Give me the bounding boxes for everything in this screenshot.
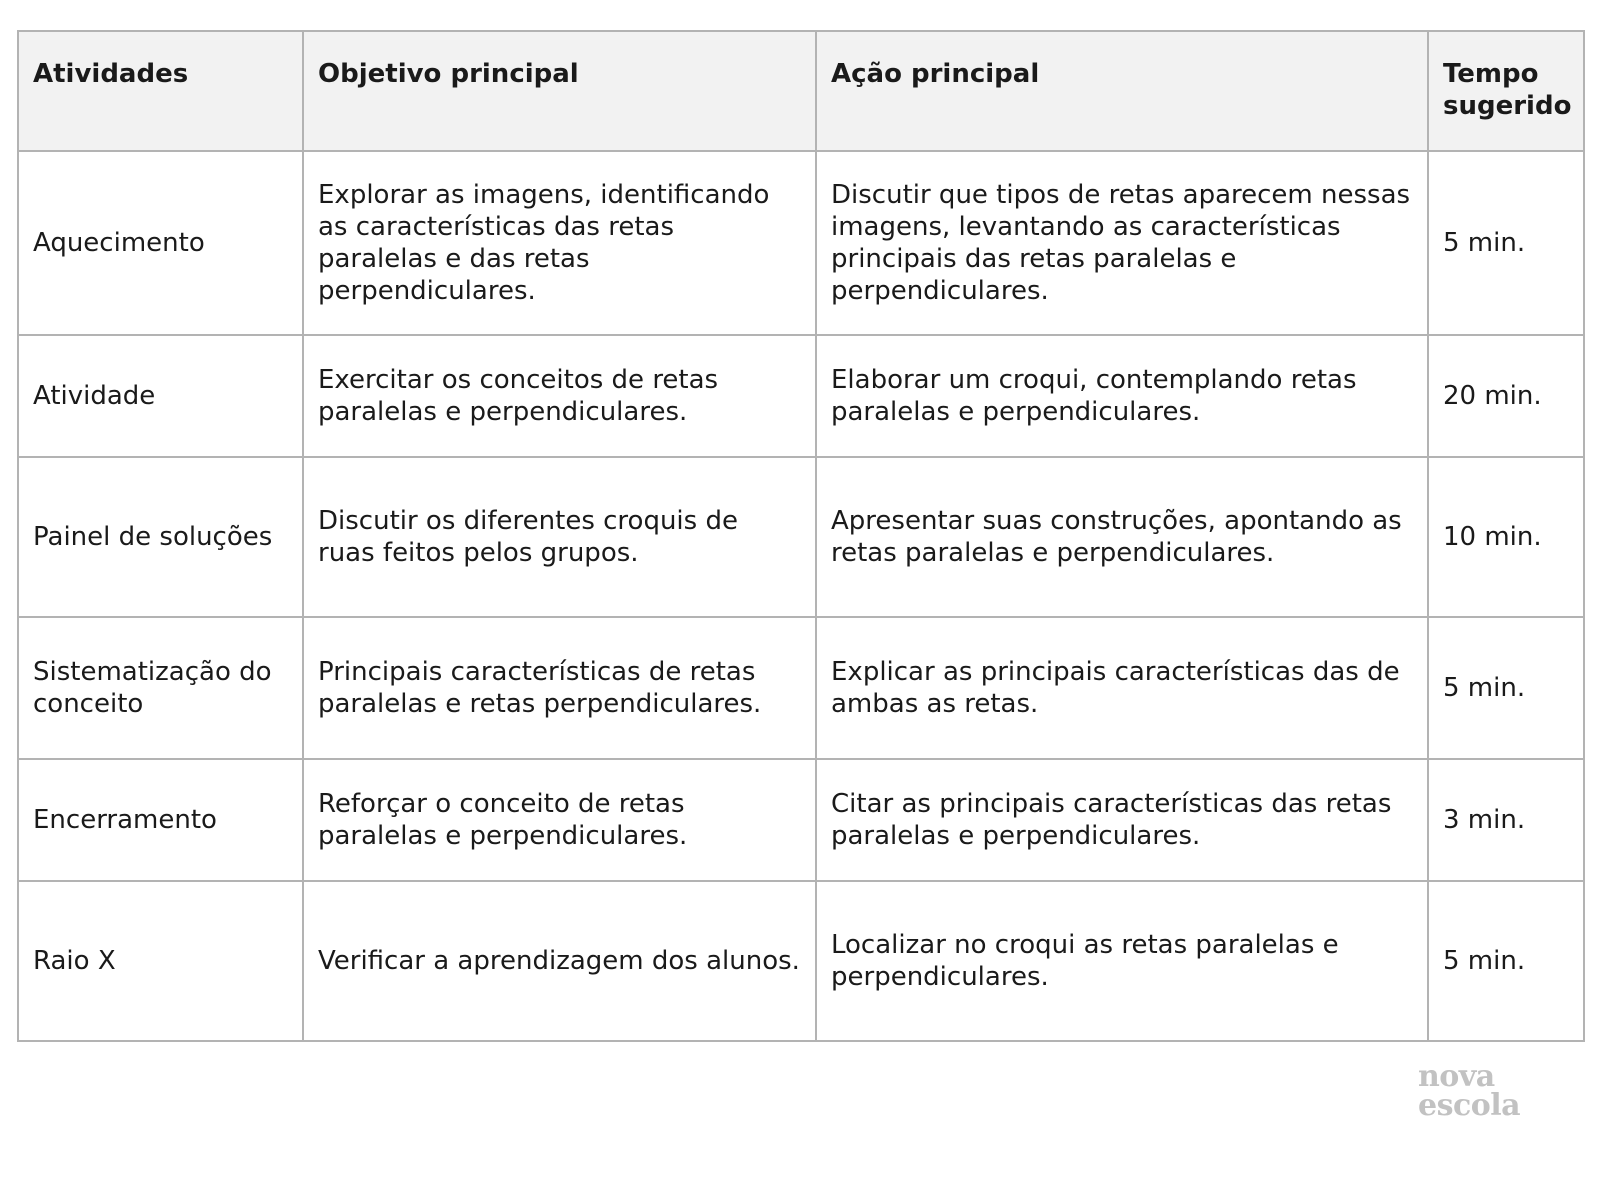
table-header bbox=[18, 31, 1584, 151]
cell-atividade: Encerramento bbox=[18, 759, 303, 881]
cell-objetivo: Discutir os diferentes croquis de ruas feitos pelos grupos. bbox=[303, 457, 816, 617]
lesson-plan-table bbox=[17, 30, 1585, 1042]
cell-objetivo: Principais características de retas paralelas e retas perpendiculares. bbox=[303, 617, 816, 759]
table-row bbox=[18, 151, 1584, 335]
cell-atividade: Sistematização do conceito bbox=[18, 617, 303, 759]
table-row bbox=[18, 759, 1584, 881]
cell-tempo: 3 min. bbox=[1428, 759, 1584, 881]
header-atividades: Atividades bbox=[18, 31, 303, 151]
cell-objetivo: Explorar as imagens, identificando as características das retas paralelas e das retas perpendiculares. bbox=[303, 151, 816, 335]
cell-objetivo: Exercitar os conceitos de retas paralelas e perpendiculares. bbox=[303, 335, 816, 457]
header-row bbox=[18, 31, 1584, 151]
cell-atividade: Aquecimento bbox=[18, 151, 303, 335]
cell-tempo: 5 min. bbox=[1428, 881, 1584, 1041]
cell-tempo: 5 min. bbox=[1428, 151, 1584, 335]
table-row bbox=[18, 335, 1584, 457]
cell-tempo: 10 min. bbox=[1428, 457, 1584, 617]
cell-objetivo: Verificar a aprendizagem dos alunos. bbox=[303, 881, 816, 1041]
logo-line-nova: nova bbox=[1418, 1059, 1495, 1094]
header-tempo-sugerido: Tempo sugerido bbox=[1428, 31, 1584, 151]
cell-acao: Apresentar suas construções, apontando as retas paralelas e perpendiculares. bbox=[816, 457, 1428, 617]
cell-objetivo: Reforçar o conceito de retas paralelas e perpendiculares. bbox=[303, 759, 816, 881]
table-body bbox=[18, 151, 1584, 1041]
nova-escola-logo bbox=[1418, 1059, 1521, 1123]
cell-tempo: 5 min. bbox=[1428, 617, 1584, 759]
cell-atividade: Raio X bbox=[18, 881, 303, 1041]
cell-acao: Discutir que tipos de retas aparecem nessas imagens, levantando as características principais das retas paralelas e perpendiculares. bbox=[816, 151, 1428, 335]
cell-atividade: Atividade bbox=[18, 335, 303, 457]
cell-acao: Elaborar um croqui, contemplando retas paralelas e perpendiculares. bbox=[816, 335, 1428, 457]
table-row bbox=[18, 881, 1584, 1041]
table-row bbox=[18, 457, 1584, 617]
table-row bbox=[18, 617, 1584, 759]
cell-tempo: 20 min. bbox=[1428, 335, 1584, 457]
cell-acao: Localizar no croqui as retas paralelas e perpendiculares. bbox=[816, 881, 1428, 1041]
cell-acao: Explicar as principais características das de ambas as retas. bbox=[816, 617, 1428, 759]
header-objetivo-principal: Objetivo principal bbox=[303, 31, 816, 151]
cell-acao: Citar as principais características das retas paralelas e perpendiculares. bbox=[816, 759, 1428, 881]
logo-line-escola: escola bbox=[1418, 1088, 1521, 1123]
cell-atividade: Painel de soluções bbox=[18, 457, 303, 617]
header-acao-principal: Ação principal bbox=[816, 31, 1428, 151]
